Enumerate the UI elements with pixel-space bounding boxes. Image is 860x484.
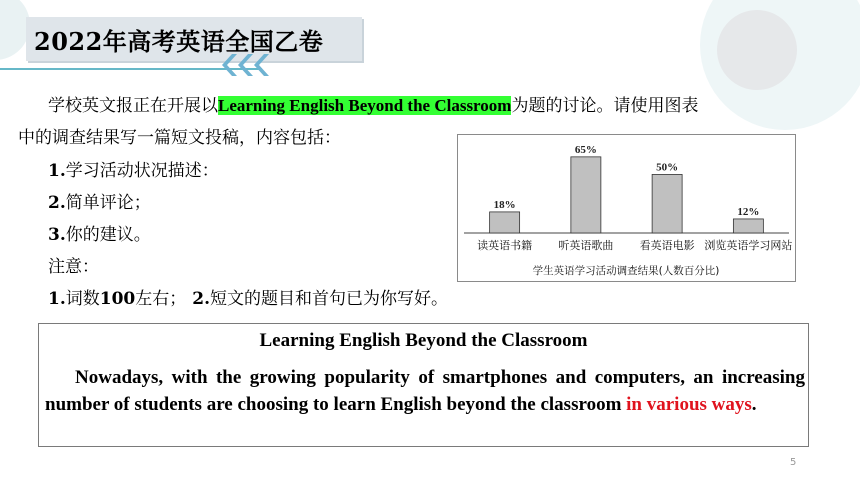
answer-text: Nowadays, with the growing popularity of smartphones and computers, an increasing number of students are choosing to learn English beyond the classroom [45, 367, 805, 415]
prompt-text: 学校英文报正在开展以 [48, 96, 218, 116]
chevron-left-icon [218, 52, 274, 78]
prompt-text: 为题的讨论。请使用图表 [511, 96, 699, 116]
slide-title: 2022年高考英语全国乙卷 [34, 26, 324, 56]
category-label: 读英语书籍 [477, 239, 533, 252]
bar-value-label: 65% [574, 143, 597, 156]
chart-bar [733, 219, 763, 233]
prompt-line-2: 中的调查结果写一篇短文投稿，内容包括： [18, 128, 341, 148]
bar-chart [458, 135, 795, 281]
note-text: 短文的题目和首句已为你写好。 [210, 289, 448, 309]
category-label: 看英语电影 [639, 239, 695, 252]
item-text: 简单评论； [65, 193, 151, 213]
answer-text-end: . [751, 394, 757, 415]
decorative-circle-small [717, 10, 797, 90]
page-number: 5 [790, 457, 797, 468]
requirement-item-2 [48, 188, 151, 213]
note-word-count: 100 [99, 289, 136, 309]
item-text: 学习活动状况描述： [65, 161, 219, 181]
chart-title: 学生英语学习活动调查结果(人数百分比) [532, 265, 720, 277]
note-number: 1. [48, 289, 66, 309]
note-label-text: 注意： [48, 257, 99, 277]
slide-title-box [26, 17, 362, 61]
answer-highlight-text: in various ways [626, 394, 752, 415]
chart-bar [571, 157, 601, 233]
bar-value-label: 12% [737, 205, 760, 218]
chart-bar [490, 212, 520, 233]
category-label: 浏览英语学习网站 [704, 239, 793, 252]
prompt-line-1 [18, 90, 818, 122]
answer-title: Learning English Beyond the Classroom [259, 330, 588, 351]
note-number: 2. [192, 289, 210, 309]
requirement-item-3 [48, 220, 151, 245]
note-text: 词数 [65, 289, 100, 309]
bar-value-label: 50% [656, 161, 679, 174]
note-text: 左右； [135, 289, 187, 309]
item-number: 3. [48, 225, 66, 245]
answer-body [45, 364, 805, 418]
bar-value-label: 18% [493, 198, 516, 211]
note-label [48, 252, 99, 277]
highlighted-topic: Learning English Beyond the Classroom [218, 96, 512, 115]
item-text: 你的建议。 [65, 225, 151, 245]
item-number: 1. [48, 161, 66, 181]
survey-chart [457, 134, 796, 282]
category-label: 听英语歌曲 [558, 239, 614, 252]
item-number: 2. [48, 193, 66, 213]
chart-bar [652, 174, 682, 233]
requirement-item-1 [48, 156, 219, 181]
answer-box [38, 323, 809, 447]
note-item [48, 284, 448, 309]
